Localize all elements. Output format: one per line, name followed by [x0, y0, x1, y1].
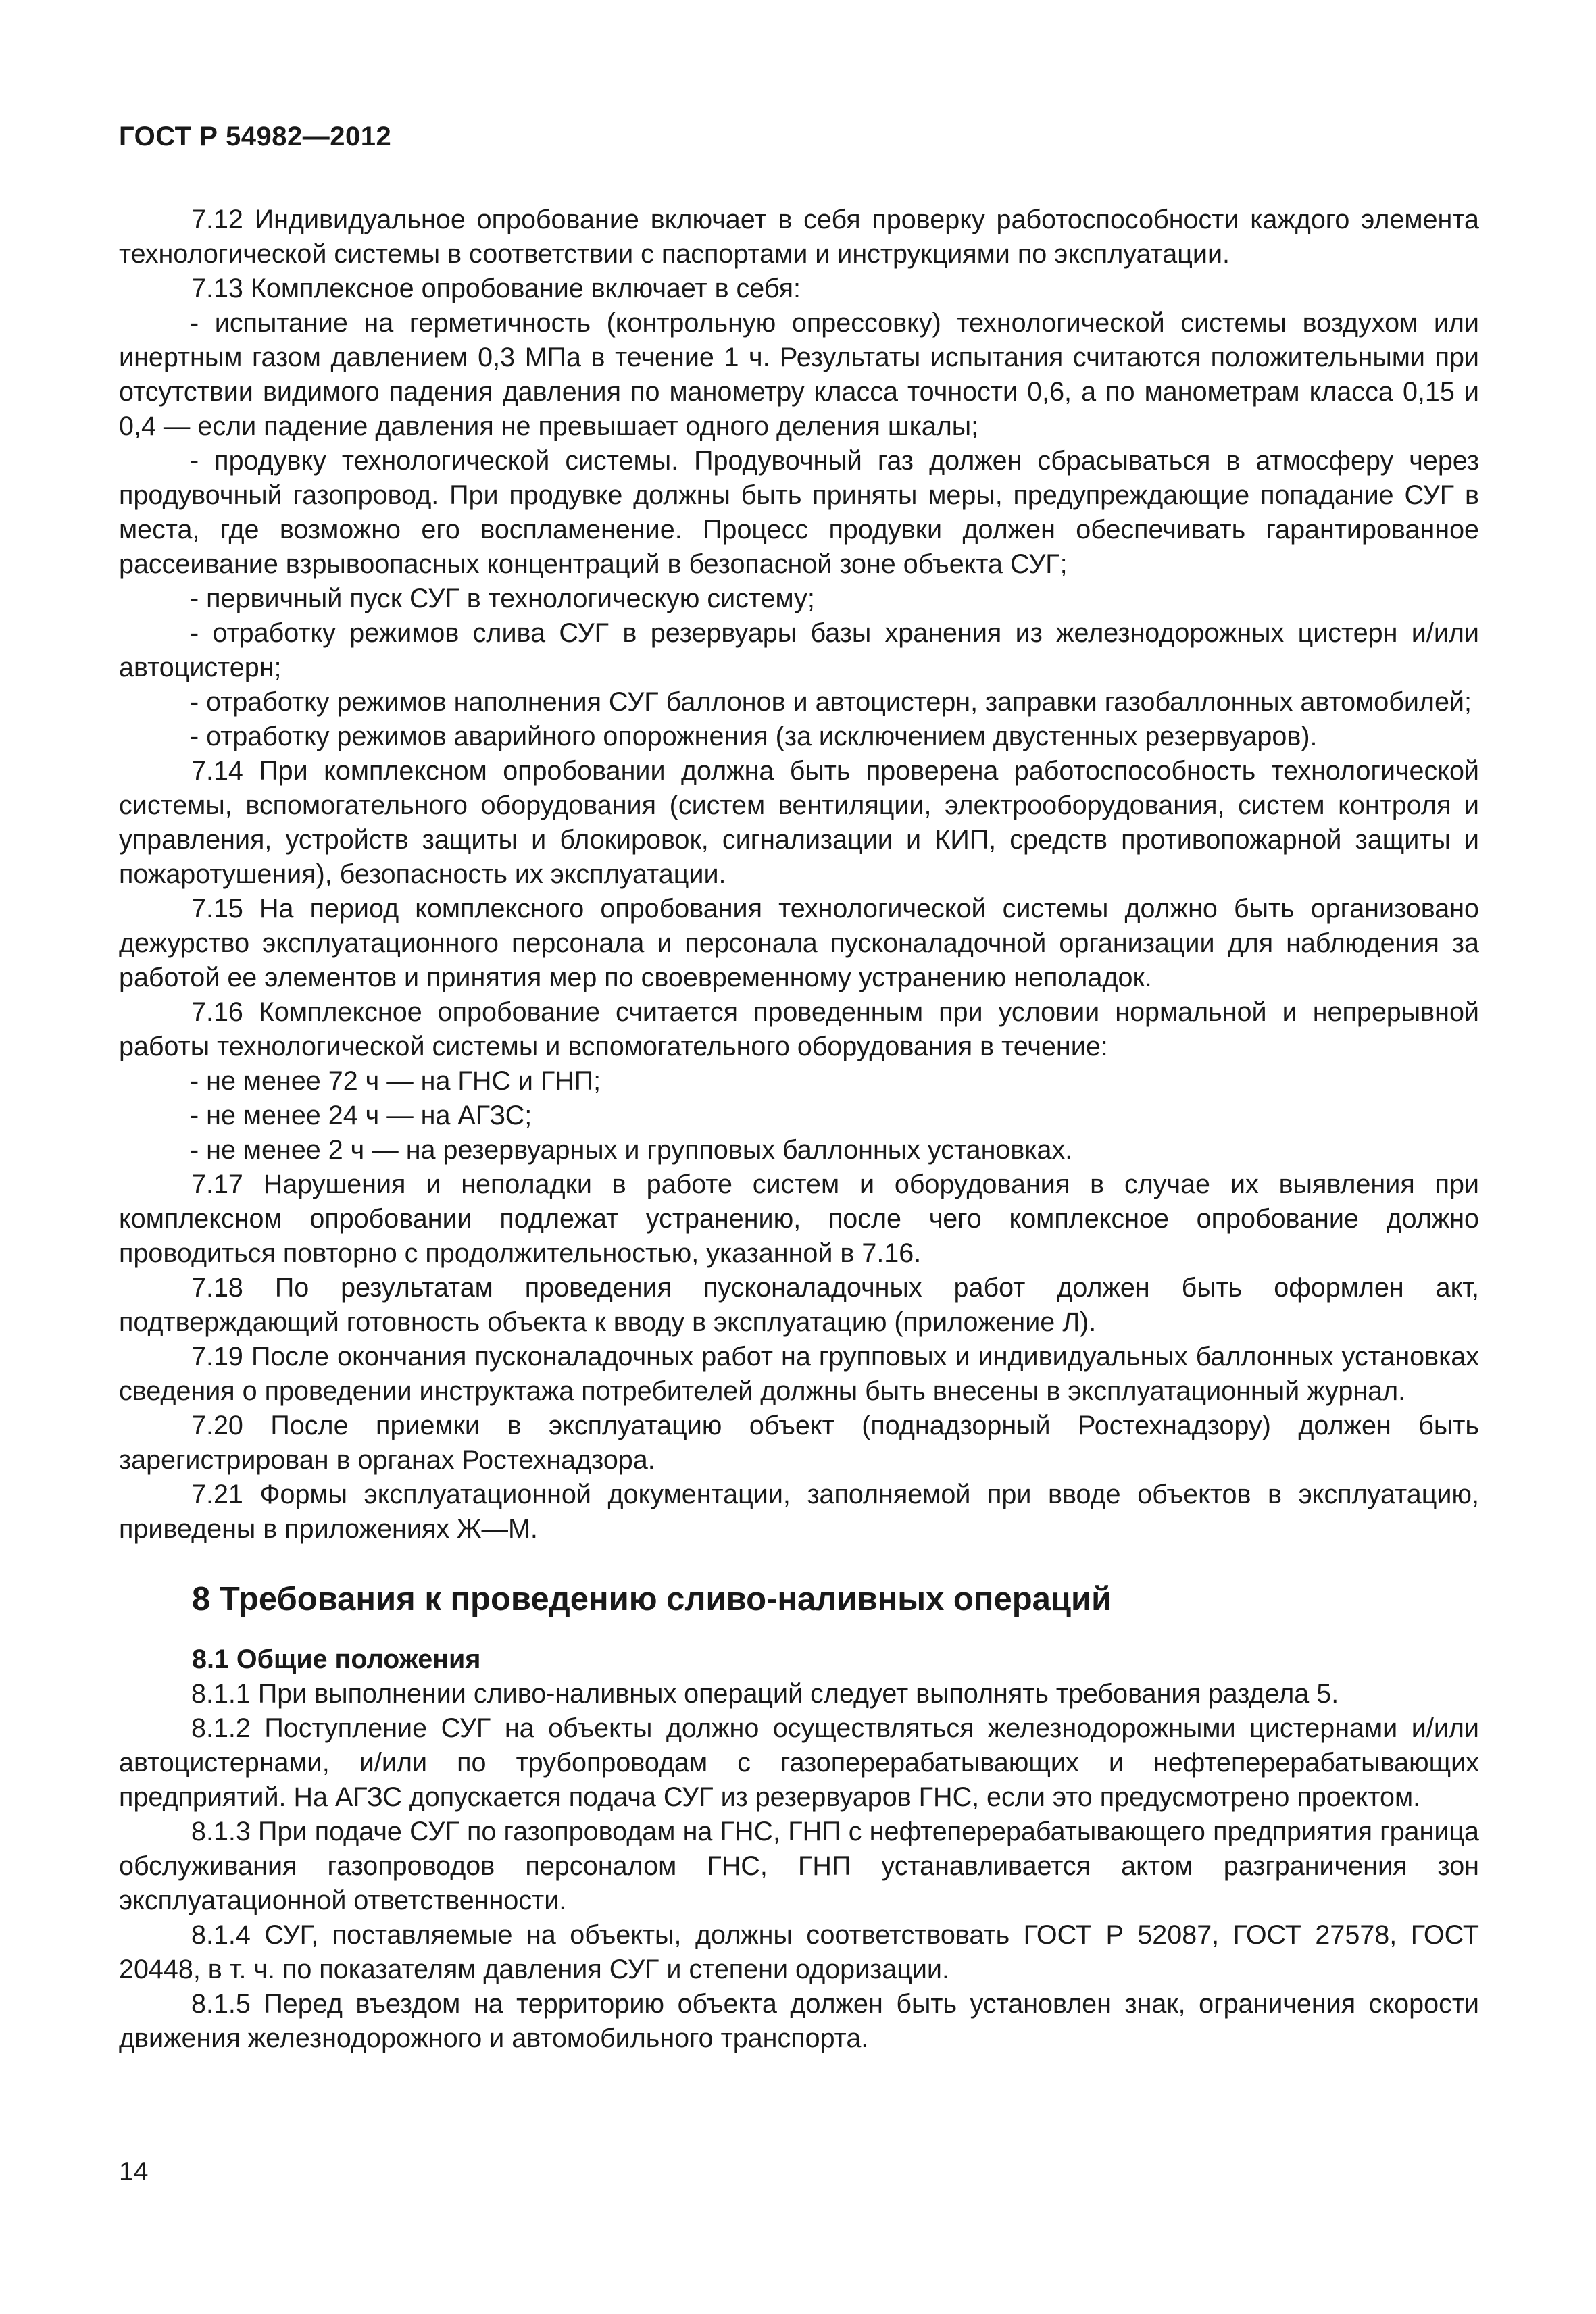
list-item: - продувку технологической системы. Продувочный газ должен сбрасываться в атмосферу через продувочный газопровод. При продувке должны быть приняты меры, предупреждающие попадание СУГ в места, где возможно его воспламенение. Процесс продувки должен обеспечивать гарантированное рассеивание взрывоопасных концентраций в безопасной зоне объекта СУГ; — [119, 446, 1479, 579]
page-number: 14 — [119, 2157, 149, 2186]
document-body — [119, 203, 1479, 2056]
paragraph-8-1-1: 8.1.1 При выполнении сливо-наливных операций следует выполнять требования раздела 5. — [191, 1679, 1339, 1709]
list-item: - испытание на герметичность (контрольную опрессовку) технологической системы воздухом или инертным газом давлением 0,3 МПа в течение 1 ч. Результаты испытания считаются положительными при отсутствии видимого падения давления по манометру класса точности 0,6, а по манометрам класса 0,15 и 0,4 — если падение давления не превышает одного деления шкалы; — [119, 308, 1479, 441]
list-item: - не менее 24 ч — на АГЗС; — [190, 1101, 532, 1130]
document-header: ГОСТ Р 54982—2012 — [119, 122, 392, 151]
paragraph-7-15: 7.15 На период комплексного опробования технологической системы должно быть организовано дежурство эксплуатационного персонала и персонала пусконаладочной организации для наблюдения за работой ее элементов и принятия мер по своевременному устранению неполадок. — [119, 894, 1479, 992]
paragraph-7-17: 7.17 Нарушения и неполадки в работе систем и оборудования в случае их выявления при комплексном опробовании подлежат устранению, после чего комплексное опробование должно проводиться повторно с продолжительностью, указанной в 7.16. — [119, 1169, 1479, 1268]
paragraph-7-13: 7.13 Комплексное опробование включает в себя: — [191, 274, 801, 303]
list-item: - отработку режимов слива СУГ в резервуары базы хранения из железнодорожных цистерн и/или автоцистерн; — [119, 618, 1479, 682]
subsection-8-1-heading: 8.1 Общие положения — [192, 1644, 481, 1674]
paragraph-8-1-5: 8.1.5 Перед въездом на территорию объекта должен быть установлен знак, ограничения скорости движения железнодорожного и автомобильного транспорта. — [119, 1989, 1479, 2053]
paragraph-7-20: 7.20 После приемки в эксплуатацию объект (поднадзорный Ростехнадзору) должен быть зарегистрирован в органах Ростехнадзора. — [119, 1411, 1479, 1475]
section-8-heading: 8 Требования к проведению сливо-наливных операций — [192, 1581, 1112, 1617]
paragraph-8-1-4: 8.1.4 СУГ, поставляемые на объекты, должны соответствовать ГОСТ Р 52087, ГОСТ 27578, ГОСТ 20448, в т. ч. по показателям давления СУГ и степени одоризации. — [119, 1920, 1479, 1984]
paragraph-8-1-3: 8.1.3 При подаче СУГ по газопроводам на ГНС, ГНП с нефтеперерабатывающего предприятия граница обслуживания газопроводов персоналом ГНС, ГНП устанавливается актом разграничения зон эксплуатационной ответственности. — [119, 1817, 1479, 1915]
paragraph-7-16: 7.16 Комплексное опробование считается проведенным при условии нормальной и непрерывной работы технологической системы и вспомогательного оборудования в течение: — [119, 997, 1479, 1061]
paragraph-7-12: 7.12 Индивидуальное опробование включает в себя проверку работоспособности каждого элемента технологической системы в соответствии с паспортами и инструкциями по эксплуатации. — [119, 205, 1479, 269]
list-item: - отработку режимов аварийного опорожнения (за исключением двустенных резервуаров). — [190, 722, 1318, 751]
paragraph-7-19: 7.19 После окончания пусконаладочных работ на групповых и индивидуальных баллонных установках сведения о проведении инструктажа потребителей должны быть внесены в эксплуатационный журнал. — [119, 1342, 1479, 1406]
list-item: - первичный пуск СУГ в технологическую систему; — [190, 584, 815, 613]
paragraph-7-14: 7.14 При комплексном опробовании должна быть проверена работоспособность технологической системы, вспомогательного оборудования (систем вентиляции, электрооборудования, систем контроля и управления, устройств защиты и блокировок, сигнализации и КИП, средств противопожарной защиты и пожаротушения), безопасность их эксплуатации. — [119, 756, 1479, 889]
list-item: - не менее 2 ч — на резервуарных и групповых баллонных установках. — [190, 1135, 1073, 1165]
list-item: - отработку режимов наполнения СУГ баллонов и автоцистерн, заправки газобаллонных автомобилей; — [190, 687, 1472, 717]
paragraph-7-18: 7.18 По результатам проведения пусконаладочных работ должен быть оформлен акт, подтверждающий готовность объекта к вводу в эксплуатацию (приложение Л). — [119, 1273, 1479, 1337]
list-item: - не менее 72 ч — на ГНС и ГНП; — [190, 1066, 601, 1096]
paragraph-8-1-2: 8.1.2 Поступление СУГ на объекты должно осуществляться железнодорожными цистернами и/или автоцистернами, и/или по трубопроводам с газоперерабатывающих и нефтеперерабатывающих предприятий. На АГЗС допускается подача СУГ из резервуаров ГНС, если это предусмотрено проектом. — [119, 1713, 1479, 1812]
paragraph-7-21: 7.21 Формы эксплуатационной документации, заполняемой при вводе объектов в эксплуатацию, приведены в приложениях Ж—М. — [119, 1480, 1479, 1544]
